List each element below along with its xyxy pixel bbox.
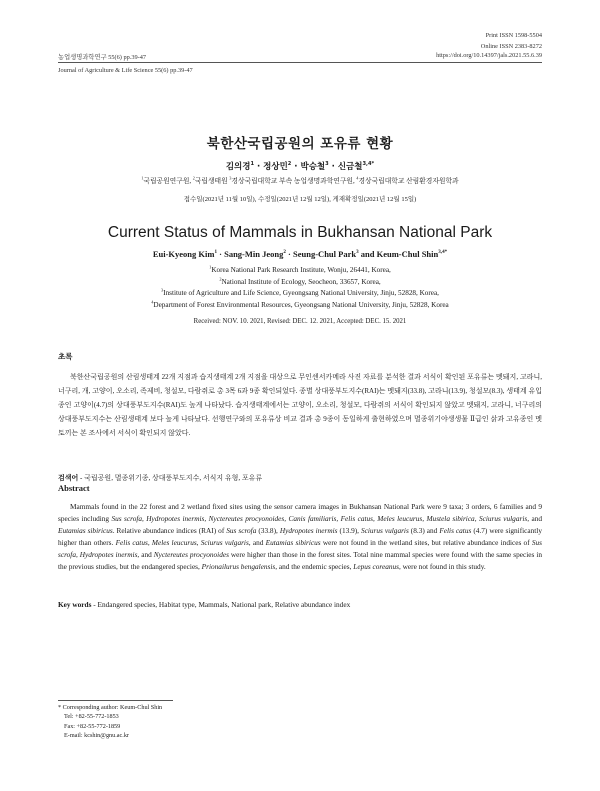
- journal-citation-en: Journal of Agriculture & Life Science 55(6) pp.39-47: [58, 67, 193, 74]
- title-english: Current Status of Mammals in Bukhansan National Park: [107, 224, 493, 241]
- species-name: Nyctereutes procyonoides: [153, 550, 229, 560]
- affil-line: [0, 265, 600, 277]
- corresponding-author-footnote: [58, 703, 162, 740]
- abstract-text: were higher than those in the forest sites. Total nine mammal species were found with the same species in the previous studies, but the endangered species,: [58, 550, 542, 572]
- affil-mark: 1: [209, 264, 212, 270]
- species-name: Eutamias sibiricus: [58, 526, 113, 536]
- affil-line: [0, 277, 600, 289]
- author-name: Eui-Kyeong Kim: [152, 249, 215, 259]
- keywords-en-list: Endangered species, Habitat type, Mammals, National park, Relative abundance index: [97, 600, 351, 609]
- affil-text: Department of Forest Environmental Resources, Gyeongsang National University, Jinju, 52828, Korea: [153, 300, 449, 309]
- keywords-en-sep: -: [93, 600, 98, 609]
- affiliations-korean: [0, 175, 600, 185]
- affiliations-english: [0, 265, 600, 311]
- footnote-fax: Fax: +82-55-772-1859: [64, 722, 121, 730]
- author-separator: ·: [285, 249, 294, 259]
- print-issn: Print ISSN 1598-5504: [485, 32, 542, 39]
- author-separator: ·: [291, 162, 301, 172]
- author-affil-mark: 3,4*: [438, 249, 448, 256]
- author-separator: ·: [217, 249, 225, 259]
- keywords-english: [58, 600, 542, 609]
- footnote-author: * Corresponding author: Keum-Chul Shin: [58, 704, 163, 711]
- abstract-text: , were not found in this study.: [399, 562, 486, 572]
- keywords-ko-list: 국립공원, 멸종위기종, 상대풍부도지수, 서식지 유형, 포유류: [84, 474, 263, 482]
- footnote-rule: [58, 700, 173, 701]
- author-name: 김의경: [225, 162, 251, 172]
- species-name: Felis catus, Meles leucurus, Sciurus vulgaris: [115, 538, 249, 548]
- authors-english: [0, 249, 600, 259]
- abstract-text: , and the endemic species,: [275, 562, 354, 572]
- species-name: Felis catus: [439, 526, 472, 536]
- doi-link[interactable]: https://doi.org/10.14397/jals.2021.55.6.39: [436, 52, 542, 59]
- abstract-en-heading: Abstract: [58, 483, 90, 493]
- online-issn: Online ISSN 2383-8272: [480, 43, 542, 50]
- author-affil-mark: 3: [356, 249, 359, 256]
- abstract-ko-heading: 초록: [58, 352, 73, 361]
- author-name: Sang-Min Jeong: [224, 249, 284, 259]
- species-name: Sus scrofa, Hydropotes inermis: [58, 538, 543, 560]
- species-name: Sus scrofa, Hydropotes inermis, Nyctereutes procyonoides, Canis familiaris, Felis catus, Meles leucurus, Mustela sibirica, Sciurus vulgaris: [111, 514, 528, 524]
- affil-text: National Institute of Ecology, Seocheon, 33657, Korea,: [221, 277, 381, 286]
- author-name: Seung-Chul Park: [293, 249, 357, 259]
- affil-mark: 3: [229, 175, 232, 181]
- author-name: Keum-Chul Shin: [376, 249, 439, 259]
- author-name: 정상민: [263, 162, 288, 172]
- author-affil-mark: 2: [283, 249, 286, 256]
- header-rule: [58, 62, 542, 63]
- affil-line: [0, 300, 600, 312]
- abstract-text: Mammals found in the 22 forest and 2 wetland fixed sites using the sensor camera images in Bukhansan National Park were 9 taxa; 3 orders, 6 families and 9 species including: [58, 502, 542, 524]
- affil-text: Korea National Park Research Institute, Wonju, 26441, Korea,: [211, 266, 391, 274]
- species-name: Hydropotes inermis: [279, 526, 338, 536]
- affil-text: 경상국립대학교 산림환경자원학과: [358, 178, 459, 185]
- footnote-email[interactable]: E-mail: kcshin@gnu.ac.kr: [64, 731, 129, 739]
- abstract-text: were not found in the wetland sites, but relative abundance indices of: [320, 538, 532, 548]
- abstract-text: (13.9),: [337, 526, 361, 536]
- abstract-text: , and: [137, 550, 154, 560]
- abstract-text: , and: [248, 538, 266, 548]
- abstract-english: [58, 501, 542, 574]
- dates-english: Received: NOV. 10. 2021, Revised: DEC. 12. 2021, Accepted: DEC. 15. 2021: [193, 318, 407, 325]
- author-affil-mark: 1: [214, 249, 217, 256]
- dates-korean: 접수일(2021년 11월 10일), 수정일(2021년 12월 12일), 게재확정일(2021년 12월 15일): [183, 196, 417, 203]
- affil-text: 국립생태원: [194, 178, 230, 185]
- keywords-ko-label: 검색어: [58, 474, 79, 482]
- author-and: and: [358, 249, 377, 259]
- author-separator: ·: [254, 162, 264, 172]
- author-name: 신금철: [337, 162, 363, 172]
- keywords-en-label: Key words: [58, 600, 92, 609]
- species-name: Sciurus vulgaris: [360, 526, 409, 536]
- affil-text: 경상국립대학교 부속 농업생명과학연구원,: [231, 178, 357, 185]
- author-affil-mark: 3: [325, 161, 329, 168]
- author-affil-mark: 1: [250, 161, 254, 168]
- author-affil-mark: 2: [287, 161, 292, 168]
- author-affil-mark: 3,4*: [362, 161, 375, 168]
- species-name: Prionailurus bengalensis: [201, 562, 276, 572]
- affil-mark: 3: [161, 287, 164, 293]
- affil-mark: 4: [151, 299, 154, 305]
- species-name: Lepus coreanus: [353, 562, 400, 572]
- species-name: Eutamias sibiricus: [265, 538, 321, 548]
- affil-text: Institute of Agriculture and Life Science, Gyeongsang National University, Jinju, 52828, Korea,: [163, 289, 439, 298]
- keywords-ko-sep: -: [80, 474, 85, 482]
- abstract-text: (4.7) were significantly higher than others.: [58, 526, 542, 548]
- affil-mark: 1: [141, 175, 144, 181]
- affil-mark: 4: [356, 175, 359, 181]
- author-separator: ·: [328, 162, 338, 172]
- issn-block: [481, 30, 542, 52]
- affil-mark: 2: [219, 276, 222, 282]
- abstract-text: , and: [527, 514, 542, 524]
- author-name: 박승철: [300, 162, 326, 172]
- footnote-tel: Tel: +82-55-772-1853: [64, 713, 119, 721]
- keywords-korean: [58, 473, 542, 483]
- title-korean: 북한산국립공원의 포유류 현황: [206, 136, 394, 152]
- journal-citation-ko: 농업생명과학연구 55(6) pp.39-47: [58, 54, 147, 61]
- authors-korean: [0, 160, 600, 172]
- abstract-text: (8.3) and: [408, 526, 440, 536]
- species-name: Sus scrofa: [226, 526, 257, 536]
- abstract-text: . Relative abundance indices (RAI) of: [112, 526, 227, 536]
- affil-mark: 2: [192, 175, 195, 181]
- abstract-korean: 북한산국립공원의 산림생태계 22개 지점과 습지생태계 2개 지점을 대상으로 무인센서카메라 사진 자료를 분석한 결과 서식이 확인된 포유류는 멧돼지, 고라니, 너구리, 개, 고양이, 오소리, 족제비, 청설모, 다람쥐로 총 3목 6과 9종 확인되었다. 종별 상대풍부도지수(RAI)는 멧돼지(33.8), 고라니(13.9), 청설모(8.3), 생태계 유입종인 고양이(4.7)의 상대풍부도지수(RAI)도 높게 나타났다. 습지생태계에서는 고양이, 오소리, 청설모, 다람쥐의 서식이 확인되지 않았고 멧돼지, 고라니, 너구리의 상대풍부도지수는 산림생태계 보다 높게 나타났다. 선행연구와의 포유류상 비교 결과 총 9종이 동일하게 출현하였으며 멸종위기야생생물 Ⅱ급인 삵과 고유종인 멧토끼는 본 조사에서 서식이 확인되지 않았다.: [58, 373, 542, 437]
- affil-text: 국립공원연구원,: [143, 178, 193, 185]
- abstract-text: (33.8),: [256, 526, 280, 536]
- affil-line: [0, 288, 600, 300]
